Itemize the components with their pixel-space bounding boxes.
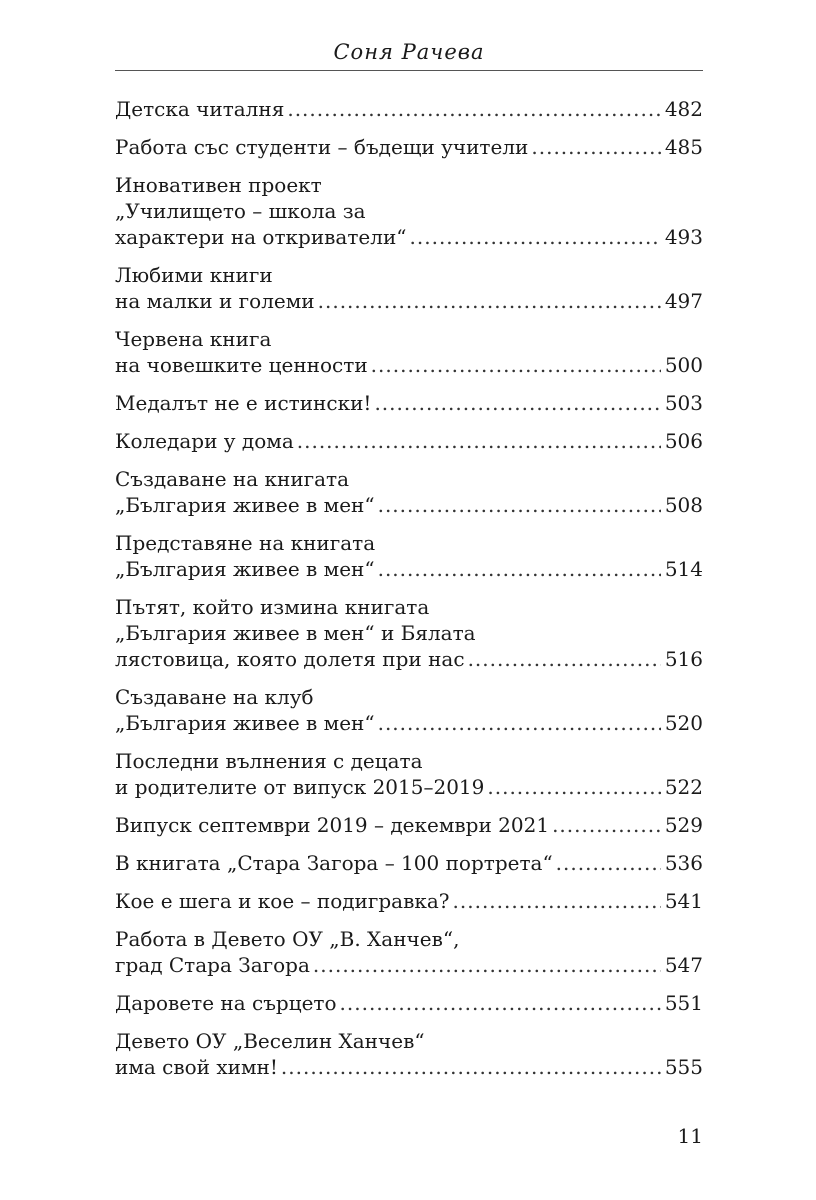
running-head-author: Соня Рачева (333, 40, 485, 64)
toc-entry-line (115, 224, 703, 250)
page-number: 11 (677, 1124, 703, 1148)
toc-entry-title: „България живее в мен“ (115, 711, 375, 735)
dot-leader (287, 96, 660, 122)
toc-entry-title-lines: Иновативен проект „Училището – школа за (115, 173, 366, 223)
dot-leader (556, 850, 661, 876)
toc-entry (115, 1028, 703, 1080)
toc-entry-title: Кое е шега и кое – подигравка? (115, 889, 450, 913)
toc-entry (115, 684, 703, 736)
header-rule (115, 70, 703, 71)
toc-entry-title: на малки и големи (115, 289, 315, 313)
toc-entry-title: на човешките ценности (115, 353, 368, 377)
toc-entry (115, 888, 703, 914)
toc-entry-title-lines: Девето ОУ „Веселин Ханчев“ (115, 1029, 425, 1053)
toc-entry-title: Медалът не е истински! (115, 391, 372, 415)
toc-entry-line (115, 888, 703, 914)
toc-entry-title: Коледари у дома (115, 429, 294, 453)
toc-entry-page: 536 (664, 851, 703, 875)
toc-entry-line (115, 134, 703, 160)
toc-entry-page: 547 (664, 953, 703, 977)
dot-leader (552, 812, 661, 838)
toc-entry-title-lines: Любими книги (115, 263, 273, 287)
toc-entry-line (115, 850, 703, 876)
toc-entry-title-lines: Пътят, който измина книгата „България живее в мен“ и Бялата (115, 595, 476, 645)
dot-leader (318, 288, 661, 314)
toc-entry-line (115, 1054, 703, 1080)
toc-entry-title: „България живее в мен“ (115, 493, 375, 517)
toc-entry-line (115, 812, 703, 838)
toc-entry-page: 500 (664, 353, 703, 377)
toc-entry-line (115, 774, 703, 800)
toc-entry-line (115, 952, 703, 978)
toc-entry-line (115, 492, 703, 518)
toc-entry-title: „България живее в мен“ (115, 557, 375, 581)
toc-entry (115, 134, 703, 160)
toc-entry (115, 428, 703, 454)
toc-entry-title: град Стара Загора (115, 953, 310, 977)
dot-leader (281, 1054, 661, 1080)
toc-entry-title: Детска читалня (115, 97, 285, 121)
toc-entry-title: и родителите от випуск 2015–2019 (115, 775, 485, 799)
toc-entry-page: 551 (664, 991, 703, 1015)
toc-entry (115, 926, 703, 978)
toc-entry-page: 514 (664, 557, 703, 581)
toc-entry-title-lines: Червена книга (115, 327, 272, 351)
toc-entry (115, 96, 703, 122)
toc-entry (115, 390, 703, 416)
table-of-contents (115, 96, 703, 1092)
toc-entry (115, 530, 703, 582)
toc-entry-page: 555 (664, 1055, 703, 1079)
toc-entry-page: 482 (664, 97, 703, 121)
dot-leader (378, 710, 661, 736)
toc-entry (115, 262, 703, 314)
toc-entry (115, 326, 703, 378)
dot-leader (378, 556, 661, 582)
dot-leader (453, 888, 661, 914)
toc-entry-page: 520 (664, 711, 703, 735)
dot-leader (531, 134, 660, 160)
toc-entry-title: лястовица, която долетя при нас (115, 647, 465, 671)
toc-entry-line (115, 96, 703, 122)
toc-entry-title-lines: Работа в Девето ОУ „В. Ханчев“, (115, 927, 460, 951)
toc-entry-page: 541 (664, 889, 703, 913)
toc-entry-title-lines: Създаване на книгата (115, 467, 350, 491)
dot-leader (340, 990, 661, 1016)
toc-entry-page: 506 (664, 429, 703, 453)
toc-entry (115, 990, 703, 1016)
dot-leader (410, 224, 661, 250)
toc-entry (115, 466, 703, 518)
toc-entry (115, 594, 703, 672)
toc-entry-line (115, 428, 703, 454)
toc-entry-page: 485 (664, 135, 703, 159)
toc-entry-line (115, 710, 703, 736)
toc-entry-page: 497 (664, 289, 703, 313)
toc-entry-title-lines: Представяне на книгата (115, 531, 376, 555)
toc-entry-title-lines: Последни вълнения с децата (115, 749, 423, 773)
toc-entry (115, 172, 703, 250)
dot-leader (297, 428, 661, 454)
toc-entry-line (115, 990, 703, 1016)
toc-entry-page: 503 (664, 391, 703, 415)
toc-entry-page: 516 (664, 647, 703, 671)
toc-entry-title: характери на откриватели“ (115, 225, 407, 249)
toc-entry-line (115, 556, 703, 582)
toc-entry-title: Випуск септември 2019 – декември 2021 (115, 813, 550, 837)
dot-leader (468, 646, 661, 672)
dot-leader (371, 352, 661, 378)
toc-entry (115, 812, 703, 838)
toc-entry-line (115, 288, 703, 314)
toc-entry-line (115, 352, 703, 378)
toc-entry-title: Работа със студенти – бъдещи учители (115, 135, 529, 159)
toc-entry (115, 850, 703, 876)
toc-entry-title: има свой химн! (115, 1055, 278, 1079)
toc-entry-line (115, 646, 703, 672)
toc-entry-page: 522 (664, 775, 703, 799)
toc-entry-page: 508 (664, 493, 703, 517)
dot-leader (378, 492, 661, 518)
toc-entry-page: 529 (664, 813, 703, 837)
toc-entry-page: 493 (664, 225, 703, 249)
toc-entry-title: В книгата „Стара Загора – 100 портрета“ (115, 851, 553, 875)
dot-leader (374, 390, 660, 416)
toc-entry-line (115, 390, 703, 416)
toc-entry-title: Даровете на сърцето (115, 991, 337, 1015)
toc-entry-title-lines: Създаване на клуб (115, 685, 314, 709)
dot-leader (313, 952, 661, 978)
dot-leader (487, 774, 660, 800)
toc-entry (115, 748, 703, 800)
